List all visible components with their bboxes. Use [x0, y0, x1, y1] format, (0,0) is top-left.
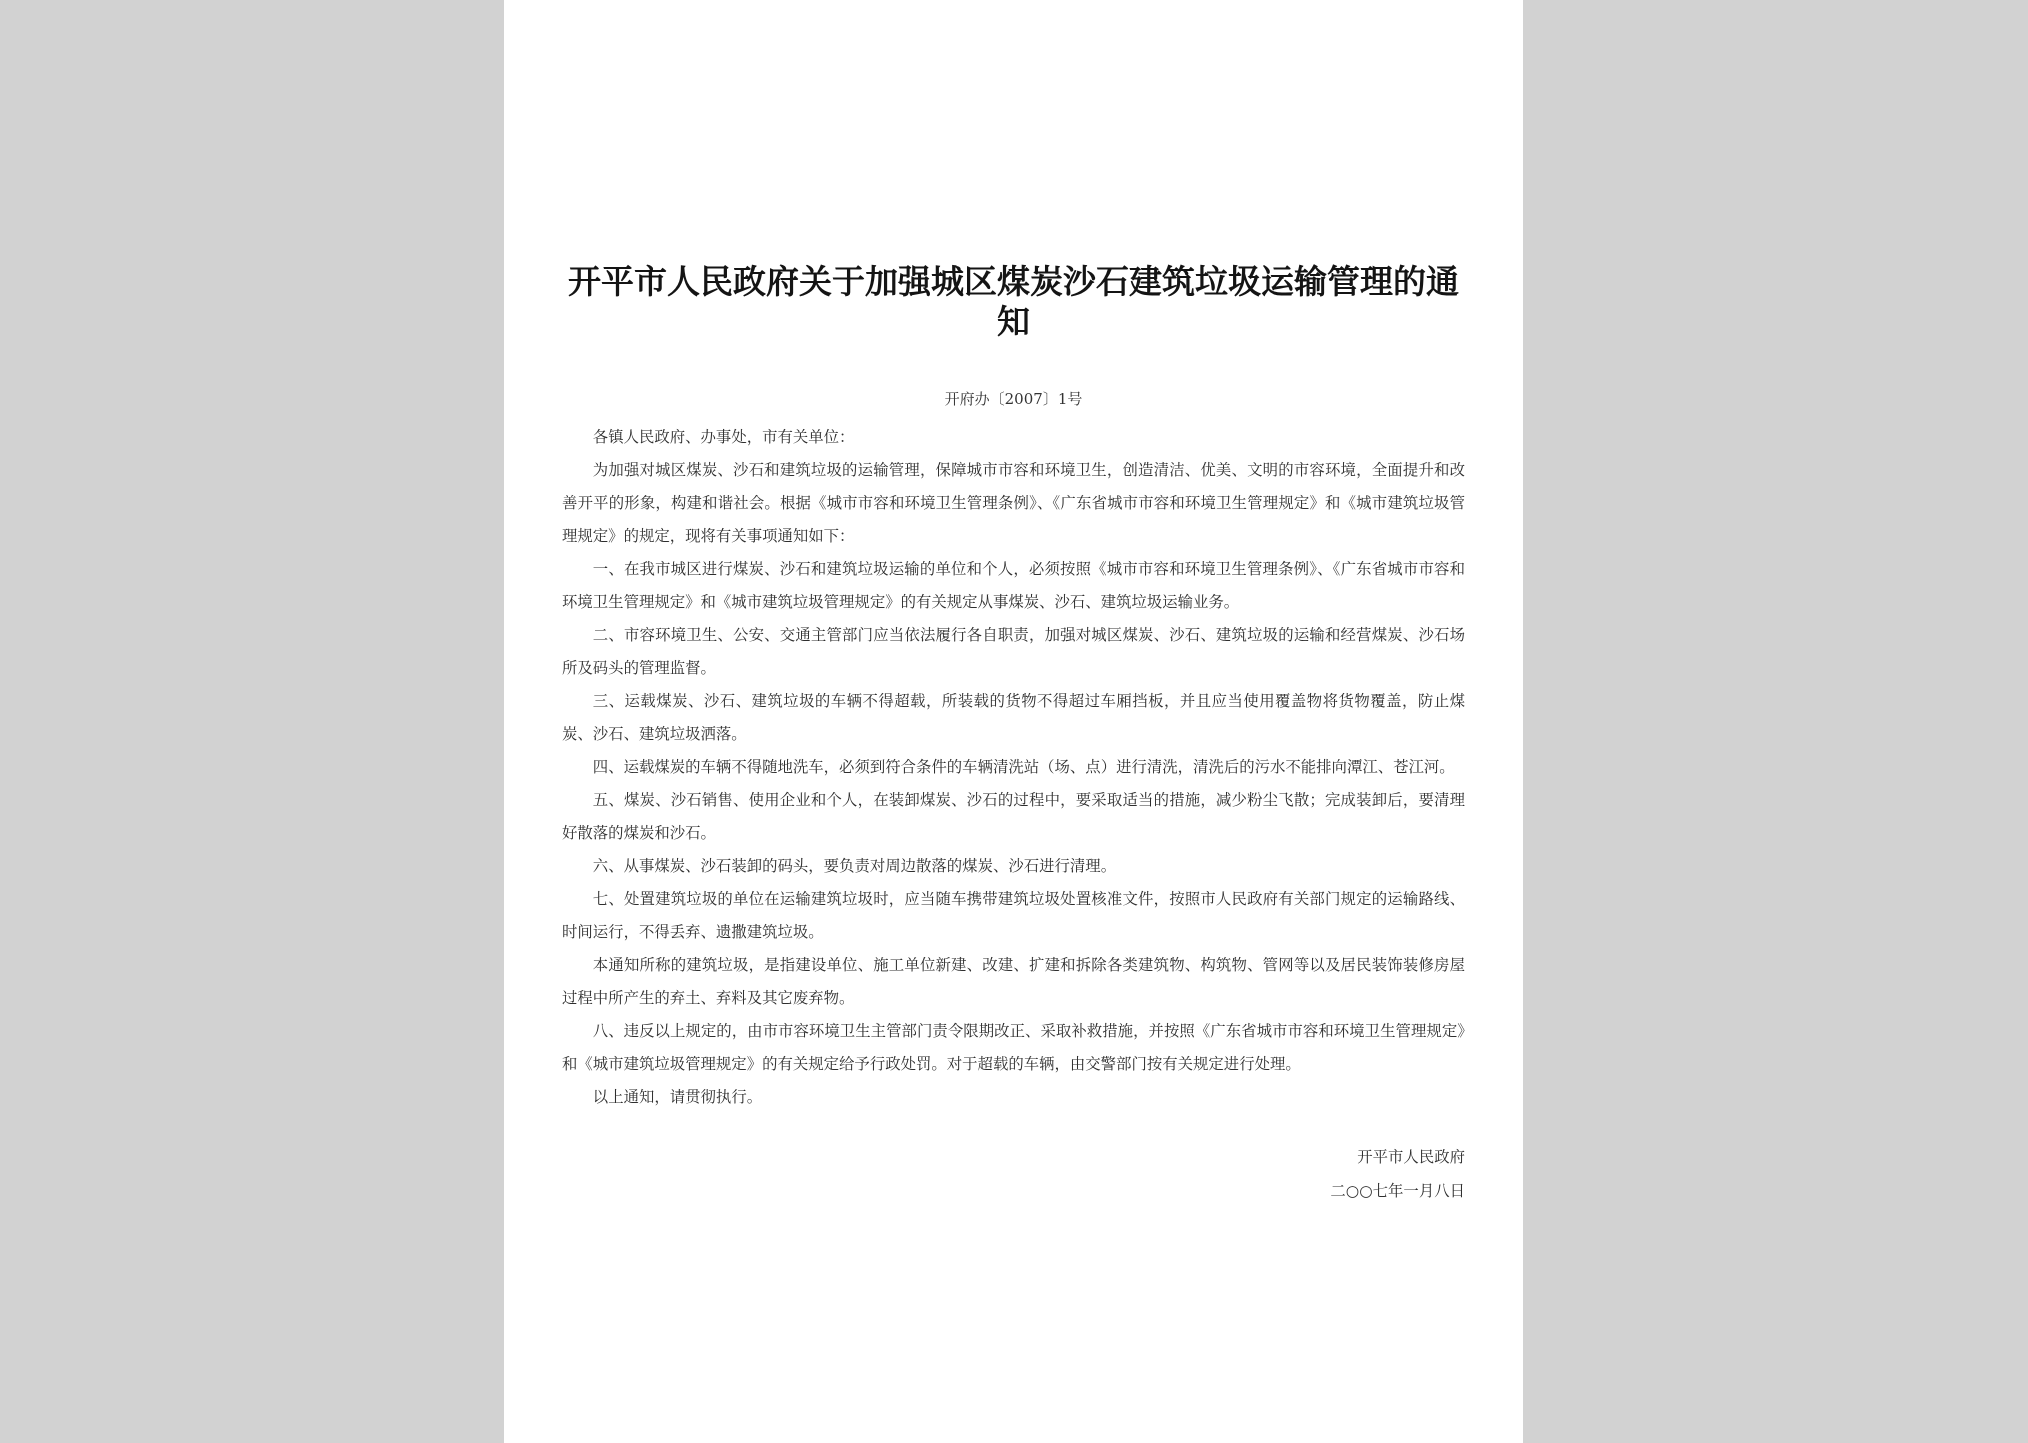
paragraph-item-1: 一、在我市城区进行煤炭、沙石和建筑垃圾运输的单位和个人，必须按照《城市市容和环境卫生管理条例》、《广东省城市市容和环境卫生管理规定》和《城市建筑垃圾管理规定》的有关规定从事煤炭、沙石、建筑垃圾运输业务。 [562, 560, 1465, 611]
salutation: 各镇人民政府、办事处，市有关单位： [592, 428, 855, 446]
paragraph-item-3: 三、运载煤炭、沙石、建筑垃圾的车辆不得超载，所装载的货物不得超过车厢挡板，并且应当使用覆盖物将货物覆盖，防止煤炭、沙石、建筑垃圾洒落。 [562, 692, 1465, 743]
paragraph-definition: 本通知所称的建筑垃圾，是指建设单位、施工单位新建、改建、扩建和拆除各类建筑物、构筑物、管网等以及居民装饰装修房屋过程中所产生的弃土、弃料及其它废弃物。 [562, 956, 1465, 1007]
paragraph-item-8: 八、违反以上规定的，由市市容环境卫生主管部门责令限期改正、采取补救措施，并按照《广东省城市市容和环境卫生管理规定》和《城市建筑垃圾管理规定》的有关规定给予行政处罚。对于超载的车辆，由交警部门按有关规定进行处理。 [562, 1022, 1465, 1073]
document-body [562, 421, 1465, 1114]
issue-date: 二○○七年一月八日 [1330, 1182, 1465, 1200]
paragraph-item-7: 七、处置建筑垃圾的单位在运输建筑垃圾时，应当随车携带建筑垃圾处置核准文件，按照市人民政府有关部门规定的运输路线、时间运行，不得丢弃、遗撒建筑垃圾。 [562, 890, 1465, 941]
document-title: 开平市人民政府关于加强城区煤炭沙石建筑垃圾运输管理的通知 [568, 262, 1459, 341]
signature-block [1330, 1140, 1465, 1208]
paragraph-intro: 为加强对城区煤炭、沙石和建筑垃圾的运输管理，保障城市市容和环境卫生，创造清洁、优美、文明的市容环境，全面提升和改善开平的形象，构建和谐社会。根据《城市市容和环境卫生管理条例》、《广东省城市市容和环境卫生管理规定》和《城市建筑垃圾管理规定》的规定，现将有关事项通知如下： [562, 461, 1465, 545]
paragraph-item-5: 五、煤炭、沙石销售、使用企业和个人，在装卸煤炭、沙石的过程中，要采取适当的措施，减少粉尘飞散；完成装卸后，要清理好散落的煤炭和沙石。 [562, 791, 1465, 842]
document-page [504, 0, 1523, 1443]
paragraph-item-4: 四、运载煤炭的车辆不得随地洗车，必须到符合条件的车辆清洗站（场、点）进行清洗，清洗后的污水不能排向潭江、苍江河。 [592, 758, 1455, 776]
paragraph-closing: 以上通知，请贯彻执行。 [592, 1088, 763, 1106]
paragraph-item-6: 六、从事煤炭、沙石装卸的码头，要负责对周边散落的煤炭、沙石进行清理。 [592, 857, 1117, 875]
document-number: 开府办〔2007〕1号 [944, 390, 1083, 408]
paragraph-item-2: 二、市容环境卫生、公安、交通主管部门应当依法履行各自职责，加强对城区煤炭、沙石、建筑垃圾的运输和经营煤炭、沙石场所及码头的管理监督。 [562, 626, 1465, 677]
issuer-name: 开平市人民政府 [1357, 1148, 1465, 1166]
